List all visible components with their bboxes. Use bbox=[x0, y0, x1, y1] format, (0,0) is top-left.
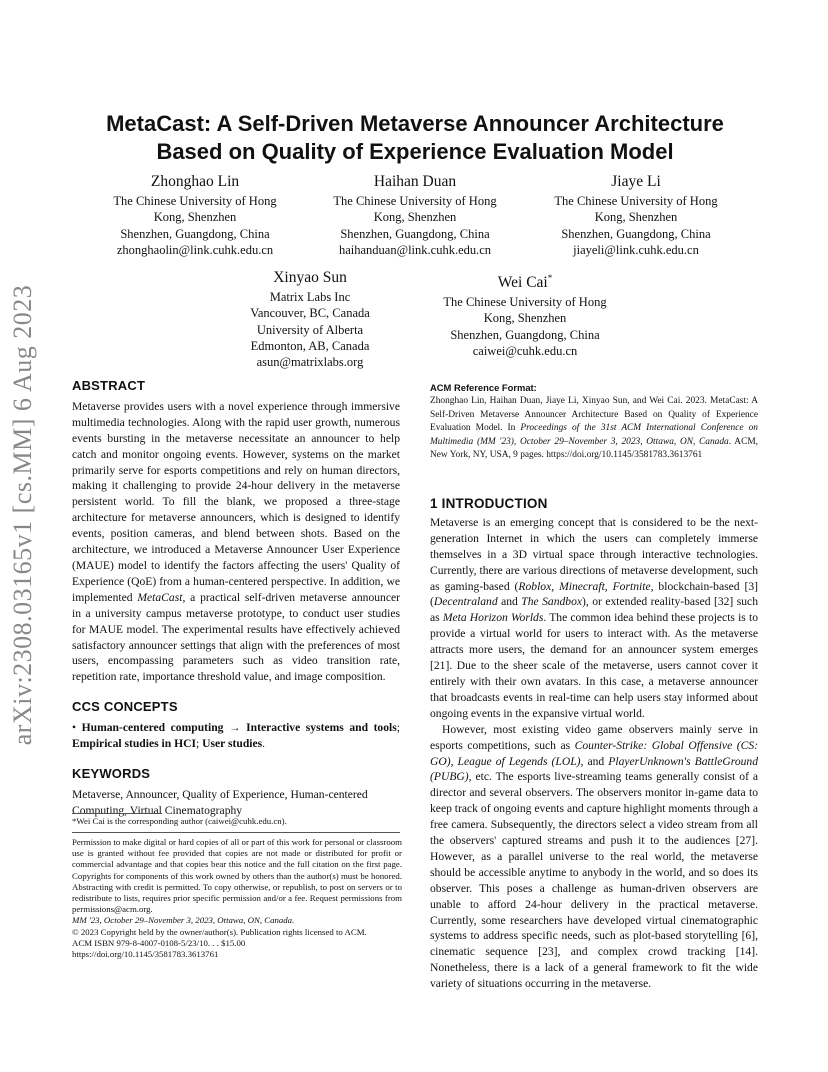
ccs-term: Human-centered computing bbox=[81, 721, 224, 735]
permission-block bbox=[72, 837, 402, 960]
author-block-5 bbox=[425, 268, 625, 359]
acm-reference bbox=[430, 381, 758, 462]
title-line-1: MetaCast: A Self-Driven Metaverse Announcer Architecture bbox=[106, 111, 724, 136]
author-affiliation: The Chinese University of Hong bbox=[554, 194, 718, 208]
isbn-line: ACM ISBN 979-8-4007-0108-5/23/10. . . $15.00 bbox=[72, 937, 246, 948]
author-name: Zhonghao Lin bbox=[150, 173, 240, 190]
doi-line: https://doi.org/10.1145/3581783.3613761 bbox=[72, 949, 219, 960]
author-name: Haihan Duan bbox=[373, 173, 457, 190]
intro-text: , etc. The esports live-streaming teams generally consist of a director and several observers. The observers monitor in-game data to keep track of ongoing events and capture highlight moments through a free camera. Subsequently, the directors select a video stream from all the observers' captured streams and push it to the audiences [27]. However, as a parallel universe to the real world, the metaverse should be accessible anytime to anybody in the world, and so does its observer. This poses a challenge as human-driven observers are unable to afford 24-hour delivery in the practical metaverse. Currently, some researchers have developed virtual cinematographic systems to address specific needs, such as plot-based storytelling [6], cinematic sequence [23], and complex crowd tracking [14]. Nonetheless, there is a lack of a general framework to fit the wide variety of situations occurring in the metaverse. bbox=[430, 770, 758, 991]
author-email: jiayeli@link.cuhk.edu.cn bbox=[573, 242, 699, 257]
intro-paragraph-2 bbox=[430, 722, 758, 992]
abstract-emphasis: MetaCast bbox=[137, 590, 183, 604]
author-affiliation: University of Alberta bbox=[256, 322, 364, 337]
author-affiliation: Matrix Labs Inc bbox=[269, 290, 351, 304]
author-affiliation: Shenzhen, Guangdong, China bbox=[561, 226, 711, 241]
footnote bbox=[72, 816, 402, 827]
introduction-heading: 1 INTRODUCTION bbox=[430, 496, 548, 511]
author-email: caiwei@cuhk.edu.cn bbox=[472, 344, 578, 359]
acm-reference-proceedings: Proceedings of the 31st ACM International Conference on Multimedia (MM '23), October 29–November 3, 2023, Ottawa, ON, Canada bbox=[430, 423, 758, 447]
author-affiliation: The Chinese University of Hong bbox=[113, 194, 277, 208]
author-affiliation: Kong, Shenzhen bbox=[153, 210, 237, 225]
ccs-term: Interactive systems and tools bbox=[246, 721, 397, 735]
ccs-term: Empirical studies in HCI bbox=[72, 737, 197, 751]
ccs-concepts bbox=[72, 720, 400, 752]
intro-emphasis: PlayerUnknown's BattleGround (PUBG) bbox=[430, 754, 759, 784]
author-affiliation: Kong, Shenzhen bbox=[594, 210, 678, 225]
abstract-text-part: , a practical self-driven metaverse announcer in a university campus metaverse prototype, to conduct user studies for MAUE model. The experimental results have effectively achieved satisfactory announcer settings that align with the preferences of most users, encompassing parameters such as video transition rate, repetition rate, importance threshold value, and image composition. bbox=[72, 590, 400, 684]
author-affiliation: Edmonton, AB, Canada bbox=[250, 338, 370, 353]
author-email: zhonghaolin@link.cuhk.edu.cn bbox=[116, 242, 274, 257]
author-name bbox=[425, 268, 625, 293]
left-column bbox=[72, 378, 400, 819]
acm-reference-tail: . ACM, New York, NY, USA, 9 pages. https://doi.org/10.1145/3581783.3613761 bbox=[430, 436, 758, 461]
arxiv-stamp bbox=[0, 275, 46, 755]
footnote-text: *Wei Cai is the corresponding author (caiwei@cuhk.edu.cn). bbox=[72, 816, 287, 826]
intro-text: , blockchain-based [3] ( bbox=[430, 579, 758, 609]
intro-emphasis: Meta Horizon Worlds bbox=[442, 611, 544, 625]
author-affiliation: Vancouver, BC, Canada bbox=[250, 306, 370, 321]
ccs-arrow: → bbox=[229, 721, 241, 735]
ccs-term: User studies bbox=[202, 737, 263, 751]
abstract-text bbox=[72, 399, 400, 685]
author-affiliation: Shenzhen, Guangdong, China bbox=[120, 226, 270, 241]
acm-reference-label: ACM Reference Format: bbox=[430, 382, 537, 393]
paper-title bbox=[60, 110, 770, 166]
author-affiliation: The Chinese University of Hong bbox=[443, 295, 607, 310]
intro-text: ), or extended reality-based [32] such as bbox=[430, 595, 758, 625]
keywords-heading: KEYWORDS bbox=[72, 766, 151, 782]
author-affiliation: Shenzhen, Guangdong, China bbox=[450, 327, 600, 342]
venue-line: MM '23, October 29–November 3, 2023, Ottawa, ON, Canada. bbox=[72, 915, 295, 926]
author-block-2 bbox=[315, 172, 515, 258]
copyright-line: © 2023 Copyright held by the owner/author(s). Publication rights licensed to ACM. bbox=[72, 926, 367, 937]
permission-rule bbox=[72, 832, 400, 833]
author-block-3 bbox=[536, 172, 736, 258]
title-line-2: Based on Quality of Experience Evaluation Model bbox=[156, 139, 674, 164]
permission-text: Permission to make digital or hard copies of all or part of this work for personal or classroom use is granted without fee provided that copies are not made or distributed for profit or commercial advantage and that copies bear this notice and the full citation on the first page. Copyrights for components of this work owned by others than the author(s) must be honored. Abstracting with credit is permitted. To copy otherwise, or republish, to post on servers or to redistribute to lists, requires prior specific permission and/or a fee. Request permissions from permissions@acm.org. bbox=[72, 837, 402, 915]
author-email: asun@matrixlabs.org bbox=[256, 355, 364, 370]
intro-emphasis: Counter-Strike: Global Offensive (CS: GO), League of Legends (LOL), bbox=[430, 738, 758, 768]
ccs-separator: ; bbox=[196, 737, 200, 751]
ccs-end: . bbox=[262, 737, 266, 751]
corresponding-mark: * bbox=[547, 273, 553, 283]
author-name: Jiaye Li bbox=[611, 173, 661, 190]
intro-paragraph-1 bbox=[430, 515, 758, 722]
intro-emphasis: The Sandbox bbox=[521, 595, 583, 609]
arxiv-stamp-text: arXiv:2308.03165v1 [cs.MM] 6 Aug 2023 bbox=[8, 284, 38, 746]
right-column bbox=[430, 496, 758, 992]
author-affiliation: Kong, Shenzhen bbox=[373, 210, 457, 225]
intro-text: However, most existing video game observers mainly serve in esports competitions, such as bbox=[430, 722, 758, 752]
intro-text: . The common idea behind these projects is to provide a virtual world for users to interact with. As the metaverse attracts more users, the demand for an announcer system emerges [21]. Due to the sheer scale of the metaverse, users cannot cover it entirely with their own avatars. In this case, a metaverse announcer that broadcasts events in real-time can help users stay informed about ongoing events in the expansive virtual world. bbox=[430, 611, 758, 720]
author-block-1 bbox=[95, 172, 295, 258]
abstract-text-part: Metaverse provides users with a novel experience through immersive multimedia technologies. Along with the rapid user growth, numerous events bursting in the metaverse necessitate an announcer to help catch and monitor ongoing events. However, systems on the market primarily serve for esports competitions and rely on human directors, making it challenging to provide 24-hour delivery in the metaverse persistent world. To fill the blank, we proposed a three-stage architecture for metaverse announcers, which is designed to identify events, position cameras, and blend between shots. Based on the architecture, we introduced a Metaverse Announcer User Experience (MAUE) model to identify the factors affecting the users' Quality of Experience (QoE) from a human-centered perspective. In addition, we implemented bbox=[72, 399, 400, 604]
intro-text: and bbox=[583, 754, 609, 768]
author-name: Xinyao Sun bbox=[273, 269, 347, 286]
intro-text: and bbox=[497, 595, 522, 609]
author-email: haihanduan@link.cuhk.edu.cn bbox=[338, 242, 492, 257]
footnote-rule bbox=[72, 813, 162, 814]
intro-emphasis: Roblox, Minecraft, Fortnite bbox=[518, 579, 651, 593]
intro-emphasis: Decentraland bbox=[433, 595, 498, 609]
abstract-heading: ABSTRACT bbox=[72, 378, 146, 393]
author-affiliation: The Chinese University of Hong bbox=[333, 194, 497, 208]
keywords-text: Metaverse, Announcer, Quality of Experience, Human-centered Computing, Virtual Cinematography bbox=[72, 788, 368, 817]
ccs-heading: CCS CONCEPTS bbox=[72, 699, 178, 715]
author-name-text: Wei Cai bbox=[497, 274, 548, 292]
intro-text: Metaverse is an emerging concept that is considered to be the next-generation Internet in which the users can completely immerse themselves in a 3D virtual space through interactive technologies. Currently, there are various directions of metaverse development, such as gaming-based ( bbox=[430, 515, 758, 593]
author-affiliation: Kong, Shenzhen bbox=[483, 311, 567, 326]
acm-reference-authors: Zhonghao Lin, Haihan Duan, Jiaye Li, Xinyao Sun, and Wei Cai. 2023. MetaCast: A Self-Driven Metaverse Announcer Architecture Based on Quality of Experience Evaluation Model. In bbox=[430, 396, 758, 434]
author-affiliation: Shenzhen, Guangdong, China bbox=[340, 226, 490, 241]
ccs-separator: ; bbox=[396, 721, 400, 735]
author-block-4 bbox=[210, 268, 410, 370]
ccs-bullet: • bbox=[72, 721, 77, 735]
